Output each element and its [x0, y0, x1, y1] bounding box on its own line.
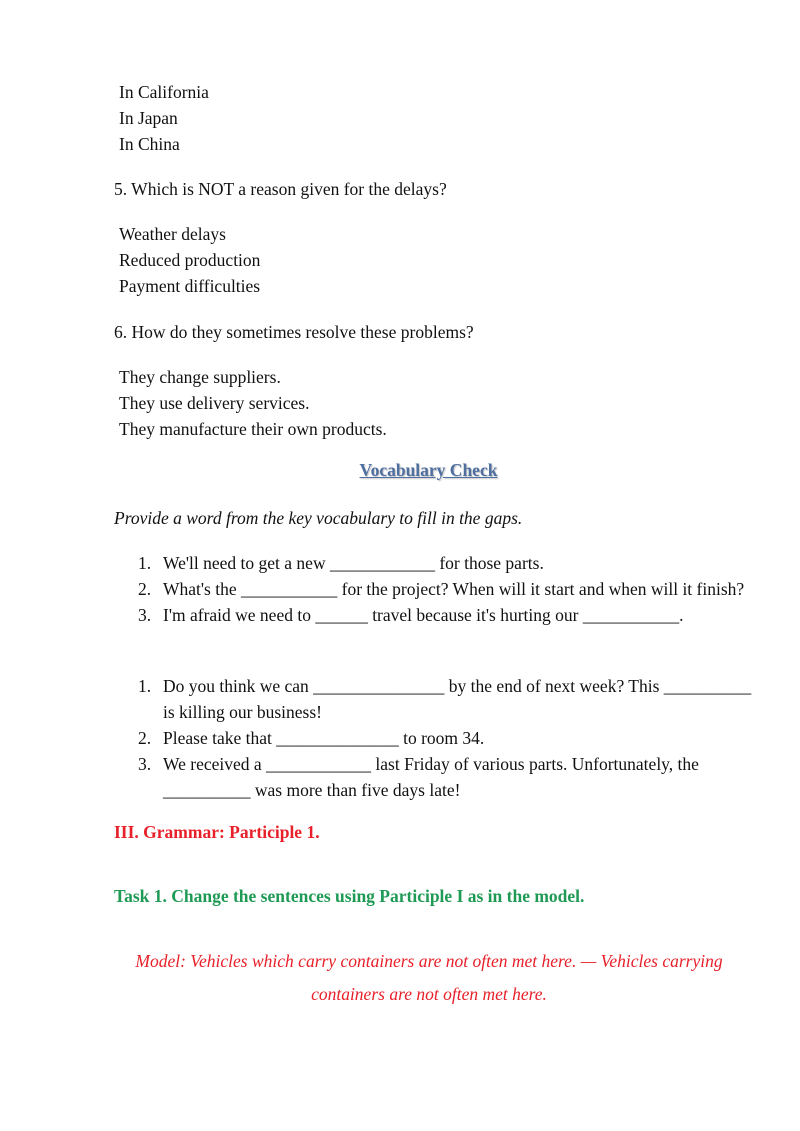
q6-question: 6. How do they sometimes resolve these problems?: [114, 322, 474, 342]
list-item-text: I'm afraid we need to ______ travel because it's hurting our ___________.: [163, 605, 684, 625]
q5-options: [119, 221, 260, 299]
q5-option: Payment difficulties: [119, 276, 261, 296]
list-item-text: Please take that ______________ to room 34.: [163, 728, 485, 748]
task-heading: Task 1. Change the sentences using Participle I as in the model.: [114, 886, 585, 906]
q4-option: In California: [119, 82, 209, 102]
vocabulary-instruction: Provide a word from the key vocabulary to fill in the gaps.: [114, 508, 523, 528]
list-item-number: 1.: [138, 676, 152, 696]
grammar-heading: III. Grammar: Participle 1.: [114, 822, 320, 842]
q5-option: Reduced production: [119, 250, 261, 270]
list-item: [114, 576, 754, 602]
list-item-number: 3.: [138, 754, 152, 774]
gap-fill-list-1: [114, 550, 754, 628]
model-example: Model: Vehicles which carry containers are not often met here. — Vehicles carrying containers are not often met here.: [135, 951, 723, 1004]
list-item-text: Do you think we can _______________ by the end of next week? This __________ is killing our business!: [163, 676, 752, 722]
q5-question: 5. Which is NOT a reason given for the delays?: [114, 179, 447, 199]
q4-option: In China: [119, 134, 180, 154]
q4-option: In Japan: [119, 108, 178, 128]
q5-option: Weather delays: [119, 224, 226, 244]
list-item-number: 1.: [138, 553, 152, 573]
list-item: [114, 550, 754, 576]
list-item: [114, 602, 754, 628]
list-item: [114, 751, 754, 803]
list-item-number: 3.: [138, 605, 152, 625]
q6-option: They change suppliers.: [119, 367, 281, 387]
list-item-number: 2.: [138, 728, 152, 748]
q6-option: They use delivery services.: [119, 393, 310, 413]
list-item-text: What's the ___________ for the project? When will it start and when will it finish?: [163, 579, 745, 599]
list-item-text: We'll need to get a new ____________ for those parts.: [163, 553, 544, 573]
list-item-text: We received a ____________ last Friday of various parts. Unfortunately, the __________ was more than five days late!: [163, 754, 699, 800]
list-item: [114, 673, 754, 725]
q4-options: [119, 79, 209, 157]
q6-options: [119, 364, 387, 442]
list-item-number: 2.: [138, 579, 152, 599]
gap-fill-list-2: [114, 673, 754, 803]
vocabulary-check-heading: Vocabulary Check: [359, 460, 498, 480]
list-item: [114, 725, 754, 751]
q6-option: They manufacture their own products.: [119, 419, 387, 439]
